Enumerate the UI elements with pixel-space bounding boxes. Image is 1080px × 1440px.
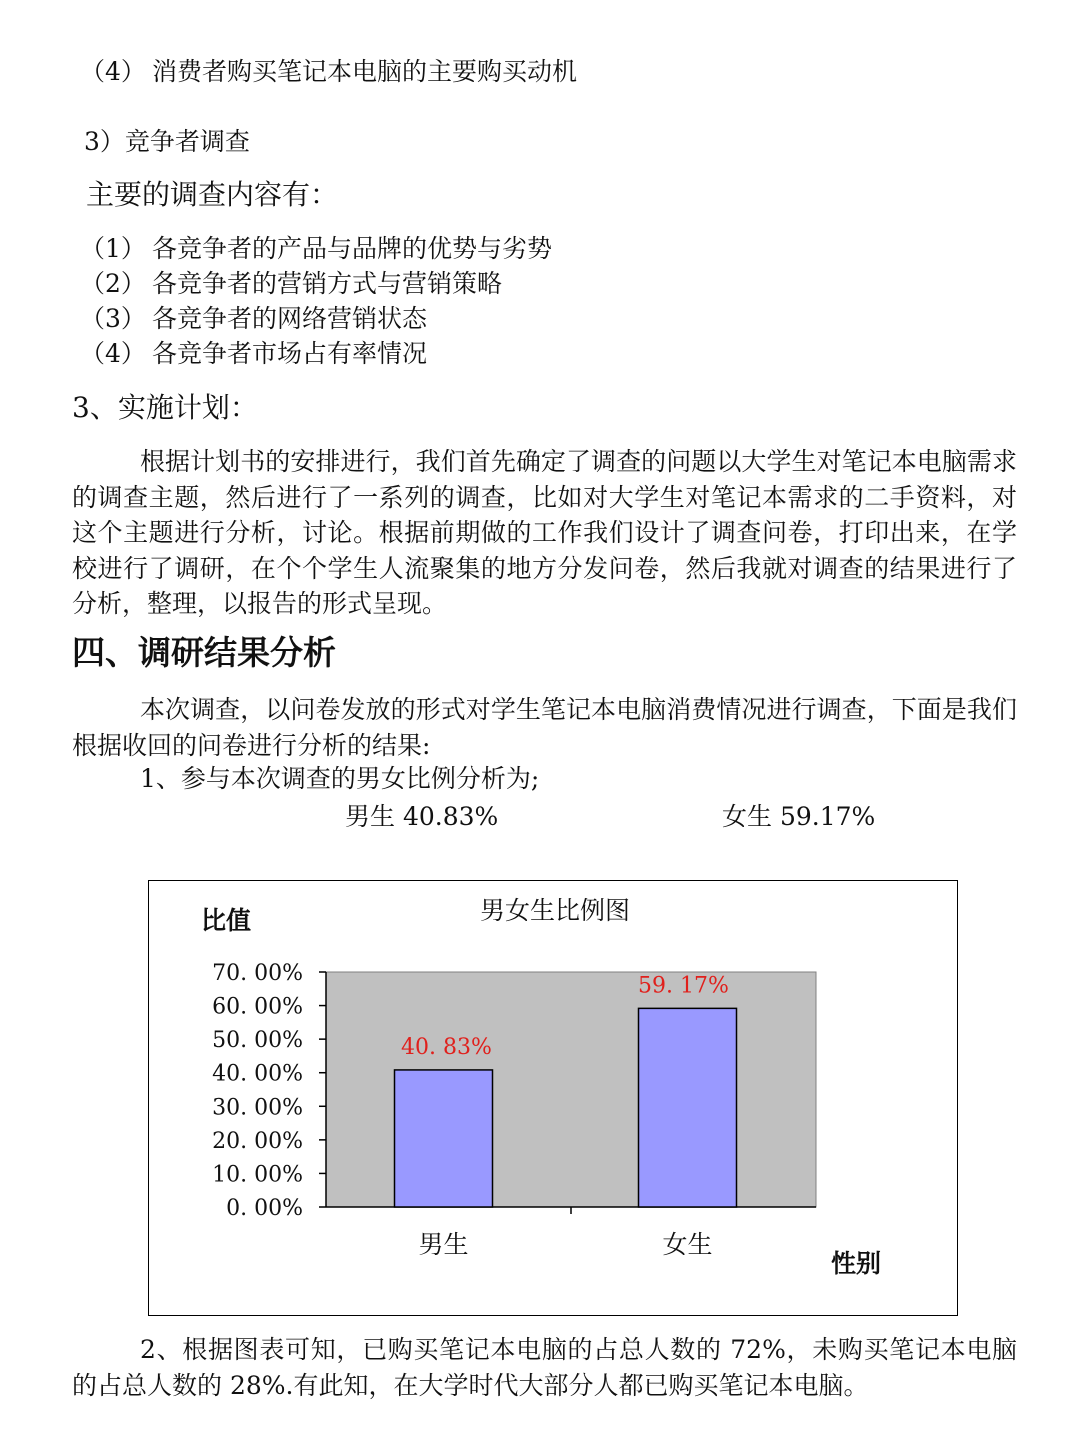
list-text: 消费者购买笔记本电脑的主要购买动机 [152,57,578,86]
y-tick-label: 20. 00% [212,1128,303,1154]
bar-value-label: 59. 17% [638,973,729,999]
y-tick-label: 70. 00% [212,961,303,986]
female-ratio-label: 女生 59.17% [722,802,876,831]
list-text: 各竞争者市场占有率情况 [152,339,428,368]
list-number: （1） [80,234,146,263]
x-category-label: 男生 [418,1230,469,1259]
list-text: 各竞争者的网络营销状态 [152,304,428,333]
y-tick-label: 30. 00% [212,1095,303,1121]
chart-canvas [149,881,959,1317]
list-text: 各竞争者的营销方式与营销策略 [152,269,503,298]
y-tick-label: 60. 00% [212,994,303,1020]
competitor-item-2 [80,269,502,299]
analysis-intro: 本次调查，以问卷发放的形式对学生笔记本电脑消费情况进行调查，下面是我们根据收回的问卷进行分析的结果: [72,695,1017,760]
list-text: 各竞争者的产品与品牌的优势与劣势 [152,234,553,263]
gender-ratio-chart [148,880,958,1316]
list-number: （2） [80,269,146,298]
list-number: （4） [80,339,146,368]
y-tick-label: 40. 00% [212,1061,303,1087]
plan-heading: 3、实施计划： [72,391,258,424]
y-tick-label: 50. 00% [212,1028,303,1054]
competitor-heading: 3）竞争者调查 [84,127,250,156]
competitor-item-4 [80,339,427,369]
competitor-item-1 [80,234,552,264]
purchase-ratio-paragraph: 2、根据图表可知，已购买笔记本电脑的占总人数的 72%，未购买笔记本电脑的占总人数的 28%.有此知，在大学时代大部分人都已购买笔记本电脑。 [72,1335,1017,1400]
x-category-label: 女生 [662,1230,713,1259]
y-tick-label: 10. 00% [212,1162,303,1188]
bar-female [639,1008,737,1207]
bar-value-label: 40. 83% [401,1034,492,1060]
analysis-heading: 四、调研结果分析 [72,633,336,672]
purchase-motive-line [80,57,577,87]
x-axis-label: 性别 [831,1249,882,1278]
bar-male [395,1070,493,1207]
competitor-subheading: 主要的调查内容有： [86,178,339,211]
competitor-item-3 [80,304,427,334]
list-number: （4） [80,57,146,86]
y-axis-label: 比值 [201,906,252,935]
y-tick-label: 0. 00% [226,1196,303,1221]
plan-paragraph: 根据计划书的安排进行，我们首先确定了调查的问题以大学生对笔记本电脑需求的调查主题，然后进行了一系列的调查，比如对大学生对笔记本需求的二手资料，对这个主题进行分析，讨论。根据前期做的工作我们设计了调查问卷，打印出来，在学校进行了调研，在个个学生人流聚集的地方分发问卷，然后我就对调查的结果进行了分析，整理，以报告的形式呈现。 [72,447,1017,618]
list-number: （3） [80,304,146,333]
male-ratio-label: 男生 40.83% [345,802,499,831]
gender-ratio-item: 1、参与本次调查的男女比例分析为; [140,764,540,793]
chart-title: 男女生比例图 [479,896,631,925]
